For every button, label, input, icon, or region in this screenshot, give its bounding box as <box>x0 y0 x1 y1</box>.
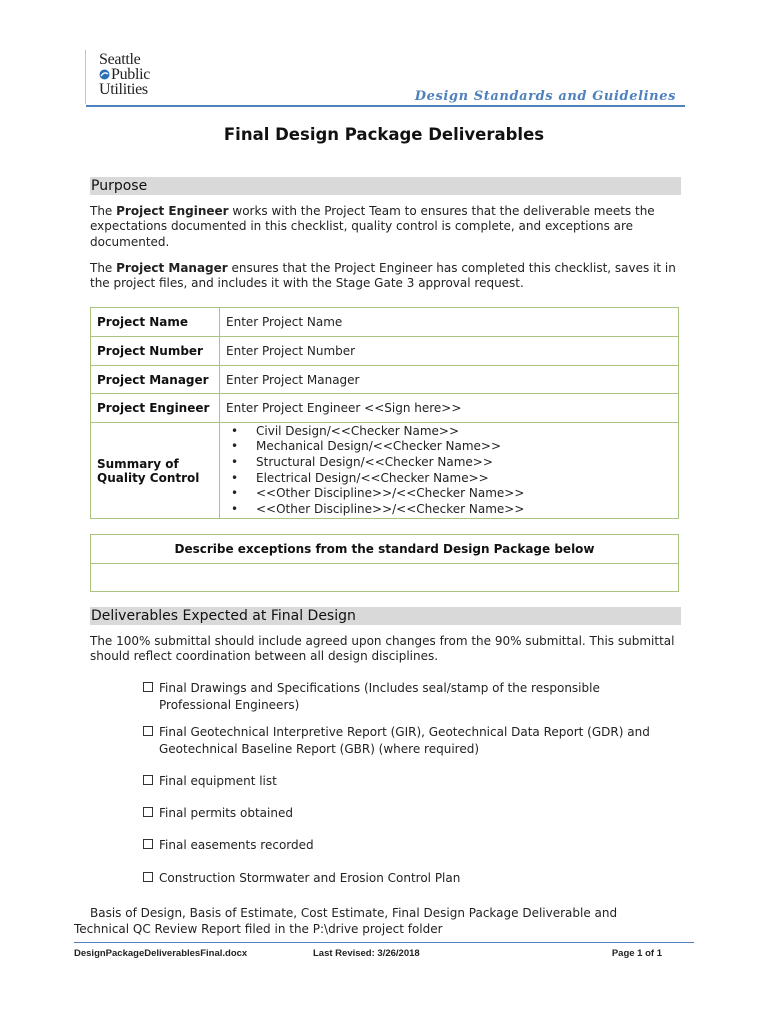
qc-summary-field[interactable] <box>220 423 679 519</box>
exceptions-heading: Describe exceptions from the standard Design Package below <box>91 535 679 564</box>
checkbox-icon[interactable] <box>143 682 153 692</box>
exceptions-table <box>90 534 679 592</box>
p1-pre: The <box>90 204 117 218</box>
logo-divider <box>85 50 86 104</box>
table-row <box>91 337 679 366</box>
checklist-text: Final Drawings and Specifications (Includes seal/stamp of the responsible <box>159 681 600 695</box>
footer-filename: DesignPackageDeliverablesFinal.docx <box>74 948 248 959</box>
table-row <box>91 535 679 564</box>
footer-page: Page 1 of 1 <box>611 948 662 959</box>
checklist-item[interactable] <box>143 773 688 790</box>
header-rule <box>86 105 685 107</box>
checkbox-icon[interactable] <box>143 775 153 785</box>
list-item: • Civil Design/<<Checker Name>> <box>226 424 672 440</box>
checklist-item[interactable] <box>143 724 688 757</box>
logo-line-3: Utilities <box>99 81 148 98</box>
checklist-text: Final permits obtained <box>159 806 293 820</box>
deliverables-heading: Deliverables Expected at Final Design <box>90 607 681 625</box>
spu-logo-icon <box>99 69 110 80</box>
qc-label-line-2: Quality Control <box>97 470 200 485</box>
project-manager-field[interactable]: Enter Project Manager <box>220 366 679 394</box>
project-engineer-label: Project Engineer <box>91 394 220 423</box>
project-info-table <box>90 307 679 519</box>
checklist-text: Final Geotechnical Interpretive Report (GIR), Geotechnical Data Report (GDR) and <box>159 725 650 739</box>
checkbox-icon[interactable] <box>143 726 153 736</box>
table-row <box>91 564 679 592</box>
logo-line-1: Seattle <box>99 51 141 68</box>
closing-line-1: Basis of Design, Basis of Estimate, Cost Estimate, Final Design Package Deliverable and <box>90 906 618 920</box>
closing-paragraph <box>74 906 684 937</box>
purpose-paragraph-2 <box>90 261 680 292</box>
p1-post: works with the Project Team to ensures that the deliverable meets the expectations documented in this checklist, quality control is complete, and exceptions are documented. <box>90 204 655 249</box>
table-row <box>91 308 679 337</box>
table-row <box>91 394 679 423</box>
footer-rule <box>74 942 694 943</box>
checklist-text: Final equipment list <box>159 774 277 788</box>
deliverables-intro: The 100% submittal should include agreed upon changes from the 90% submittal. This submittal should reflect coordination between all design disciplines. <box>90 634 675 664</box>
checklist-text: Final easements recorded <box>159 838 314 852</box>
table-row <box>91 423 679 519</box>
purpose-paragraph-1 <box>90 204 680 250</box>
qc-label-line-1: Summary of <box>97 456 179 471</box>
table-row <box>91 366 679 394</box>
list-item: • Structural Design/<<Checker Name>> <box>226 455 672 471</box>
footer-revised: Last Revised: 3/26/2018 <box>313 948 420 959</box>
project-name-field[interactable]: Enter Project Name <box>220 308 679 337</box>
list-item: • <<Other Discipline>>/<<Checker Name>> <box>226 502 672 518</box>
checkbox-icon[interactable] <box>143 807 153 817</box>
project-number-label: Project Number <box>91 337 220 366</box>
purpose-heading: Purpose <box>90 177 681 195</box>
qc-summary-label <box>91 423 220 519</box>
spu-logo <box>99 52 150 97</box>
project-manager-label: Project Manager <box>91 366 220 394</box>
closing-line-2: Technical QC Review Report filed in the P:\drive project folder <box>74 921 443 936</box>
checklist-text-cont: Professional Engineers) <box>159 697 300 712</box>
qc-list <box>226 424 672 518</box>
project-number-field[interactable]: Enter Project Number <box>220 337 679 366</box>
p1-bold: Project Engineer <box>116 204 229 218</box>
list-item: • <<Other Discipline>>/<<Checker Name>> <box>226 486 672 502</box>
checkbox-icon[interactable] <box>143 872 153 882</box>
checkbox-icon[interactable] <box>143 839 153 849</box>
checklist-item[interactable] <box>143 805 688 822</box>
checklist-text-cont: Geotechnical Baseline Report (GBR) (where required) <box>159 741 479 756</box>
header-title: Design Standards and Guidelines <box>414 89 676 104</box>
p2-pre: The <box>90 261 117 275</box>
checklist-item[interactable] <box>143 680 688 713</box>
checklist-item[interactable] <box>143 870 688 887</box>
logo-line-2: Public <box>111 66 151 83</box>
document-title: Final Design Package Deliverables <box>223 125 545 144</box>
project-engineer-field[interactable]: Enter Project Engineer <<Sign here>> <box>220 394 679 423</box>
exceptions-field[interactable] <box>91 564 679 592</box>
project-name-label: Project Name <box>91 308 220 337</box>
list-item: • Electrical Design/<<Checker Name>> <box>226 471 672 487</box>
checklist-item[interactable] <box>143 837 688 854</box>
list-item: • Mechanical Design/<<Checker Name>> <box>226 439 672 455</box>
checklist-text: Construction Stormwater and Erosion Control Plan <box>159 871 461 885</box>
p2-bold: Project Manager <box>116 261 228 275</box>
p2-post: ensures that the Project Engineer has completed this checklist, saves it in the project files, and includes it with the Stage Gate 3 approval request. <box>90 261 676 291</box>
